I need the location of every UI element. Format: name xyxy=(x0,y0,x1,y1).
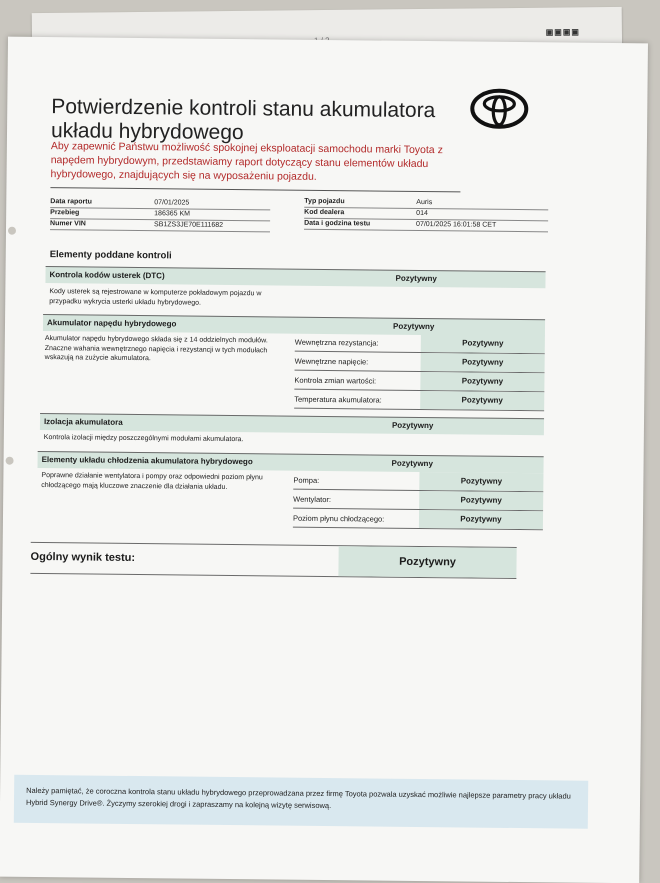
footer-note: Należy pamiętać, że coroczna kontrola stanu układu hybrydowego przeprowadzana przez firmę Toyota pozwala uzyskać możliwie najlepsze parametry pracy układu Hybrid Synergy Drive®. Życzymy szerokiej drogi i zapraszamy na kolejną wizytę serwisową. xyxy=(14,775,588,829)
toyota-logo-icon xyxy=(469,87,529,130)
dtc-header xyxy=(45,266,545,288)
battery-label: Akumulator napędu hybrydowego xyxy=(46,318,177,329)
mileage-label: Przebieg xyxy=(50,209,80,217)
cooling-description: Poprawne działanie wentylatora i pompy oraz odpowiedni poziom płynu chłodzącego mają kluczowe znaczenie dla działania układu. xyxy=(41,472,263,491)
overall-value: Pozytywny xyxy=(338,546,516,578)
intro-text: Aby zapewnić Państwu możliwość spokojnej eksploatacji samochodu marki Toyota z napędem hybrydowym, przedstawiamy raport dotyczący stanu elementów układu hybrydowego, znajdujących się na wyposażeniu pojazdu. xyxy=(50,140,443,183)
test-datetime-label: Data i godzina testu xyxy=(304,219,371,228)
punch-hole xyxy=(6,457,14,465)
report-sheet xyxy=(0,37,648,883)
isolation-header xyxy=(40,413,544,435)
test-datetime-value: 07/01/2025 16:01:58 CET xyxy=(416,220,497,229)
check-label: Pompa: xyxy=(293,475,320,485)
isolation-label: Izolacja akumulatora xyxy=(43,417,123,427)
battery-status: Pozytywny xyxy=(392,321,435,332)
dtc-status: Pozytywny xyxy=(395,273,437,284)
cooling-check-row xyxy=(293,471,543,493)
cooling-check-row xyxy=(293,509,543,531)
divider xyxy=(50,187,460,192)
isolation-status: Pozytywny xyxy=(391,420,434,431)
battery-check-row xyxy=(295,333,545,355)
battery-check-row xyxy=(294,390,544,412)
divider xyxy=(304,229,548,233)
dealer-code-label: Kod dealera xyxy=(304,208,345,217)
check-label: Temperatura akumulatora: xyxy=(294,394,382,405)
check-value: Pozytywny xyxy=(421,334,545,353)
check-label: Wentylator: xyxy=(293,494,332,505)
dealer-code-value: 014 xyxy=(416,209,428,218)
divider xyxy=(50,229,270,232)
cooling-label: Elementy układu chłodzenia akumulatora hybrydowego xyxy=(41,455,253,467)
battery-description: Akumulator napędu hybrydowego składa się z 14 oddzielnych modułów. Znaczne wahania wewnętrznego napięcia i rezystancji w tych modułach wskazują na zużycie akumulatora. xyxy=(44,335,268,363)
qr-code-icon: ▣▣▣▣ xyxy=(545,27,580,37)
check-value: Pozytywny xyxy=(421,353,545,372)
check-label: Wewnętrzna rezystancja: xyxy=(294,337,379,348)
punch-hole xyxy=(8,227,16,235)
sections-title: Elementy poddane kontroli xyxy=(49,249,172,262)
check-label: Poziom płynu chłodzącego: xyxy=(292,513,385,524)
cooling-header xyxy=(38,451,544,473)
check-value: Pozytywny xyxy=(419,491,543,510)
battery-check-row xyxy=(295,352,545,374)
dtc-description: Kody usterek są rejestrowane w komputerze pokładowym pojazdu w przypadku wykrycia usterki układu hybrydowego. xyxy=(49,288,262,307)
vehicle-type-label: Typ pojazdu xyxy=(304,197,345,206)
document-title: Potwierdzenie kontroli stanu akumulatora układu hybrydowego xyxy=(50,95,436,145)
report-date-value: 07/01/2025 xyxy=(154,199,190,207)
mileage-value: 186365 KM xyxy=(154,210,191,218)
check-value: Pozytywny xyxy=(419,472,543,491)
overall-label: Ogólny wynik testu: xyxy=(30,550,136,565)
check-label: Kontrola zmian wartości: xyxy=(294,375,377,386)
cooling-status: Pozytywny xyxy=(391,458,433,469)
dtc-label: Kontrola kodów usterek (DTC) xyxy=(49,270,165,281)
battery-check-row xyxy=(294,371,544,393)
check-label: Wewnętrzne napięcie: xyxy=(294,356,369,367)
check-value: Pozytywny xyxy=(420,391,544,410)
isolation-description: Kontrola izolacji między poszczególnymi modułami akumulatora. xyxy=(43,434,244,444)
report-date-label: Data raportu xyxy=(50,198,92,206)
vin-label: Numer VIN xyxy=(50,220,86,228)
cooling-check-row xyxy=(293,490,543,512)
vehicle-type-value: Auris xyxy=(416,198,433,207)
vin-value: SB1ZS3JE70E111682 xyxy=(154,221,224,229)
check-value: Pozytywny xyxy=(420,372,544,391)
overall-result xyxy=(30,542,516,579)
check-value: Pozytywny xyxy=(419,510,543,529)
